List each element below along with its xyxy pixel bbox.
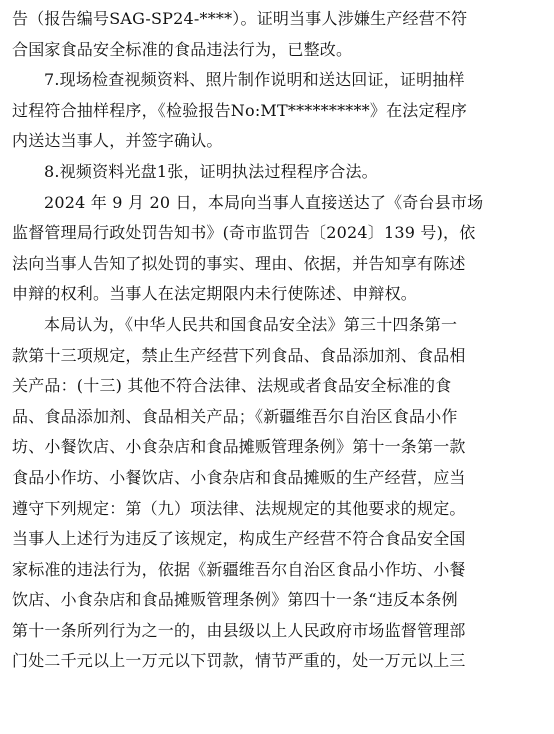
text-line: 2024 年 9 月 20 日，本局向当事人直接送达了《奇台县市场 <box>44 192 484 212</box>
paragraph-legal-basis <box>12 310 544 677</box>
text-line: 家标准的违法行为，依据《新疆维吾尔自治区食品小作坊、小餐 <box>12 559 466 579</box>
text-line: 遵守下列规定：第（九）项法律、法规规定的其他要求的规定。 <box>12 498 466 518</box>
text-line: 7.现场检查视频资料、照片制作说明和送达回证，证明抽样 <box>44 70 465 90</box>
text-line: 饮店、小食杂店和食品摊贩管理条例》第四十一条“违反本条例 <box>12 590 458 610</box>
text-line: 法向当事人告知了拟处罚的事实、理由、依据，并告知享有陈述 <box>12 253 466 273</box>
paragraph-evidence-8 <box>12 157 544 188</box>
paragraph-evidence-7 <box>12 65 544 157</box>
text-line: 品、食品添加剂、食品相关产品；《新疆维吾尔自治区食品小作 <box>12 406 458 426</box>
text-line: 告（报告编号SAG-SP24-****）。证明当事人涉嫌生产经营不符 <box>12 9 468 28</box>
text-line: 第十一条所列行为之一的，由县级以上人民政府市场监督管理部 <box>12 620 466 640</box>
text-line: 门处二千元以上一万元以下罚款，情节严重的，处一万元以上三 <box>12 651 466 671</box>
text-line: 坊、小餐饮店、小食杂店和食品摊贩管理条例》第十一条第一款 <box>12 437 466 457</box>
text-line: 当事人上述行为违反了该规定，构成生产经营不符合食品安全国 <box>12 529 466 549</box>
text-line: 本局认为，《中华人民共和国食品安全法》第三十四条第一 <box>44 314 458 334</box>
text-line: 款第十三项规定，禁止生产经营下列食品、食品添加剂、食品相 <box>12 345 466 365</box>
text-line: 监督管理局行政处罚告知书》(奇市监罚告〔2024〕139 号)，依 <box>12 223 476 243</box>
text-line: 合国家食品安全标准的食品违法行为，已整改。 <box>12 39 353 59</box>
text-line: 内送达当事人，并签字确认。 <box>12 131 223 151</box>
text-line: 食品小作坊、小餐饮店、小食杂店和食品摊贩的生产经营，应当 <box>12 467 466 487</box>
paragraph-notice-delivery <box>12 188 544 310</box>
text-line: 申辩的权利。当事人在法定期限内未行使陈述、申辩权。 <box>12 284 418 304</box>
text-line: 8.视频资料光盘1张，证明执法过程程序合法。 <box>44 161 378 181</box>
paragraph-report-number <box>12 4 544 65</box>
text-line: 关产品：(十三) 其他不符合法律、法规或者食品安全标准的食 <box>12 376 452 396</box>
text-line: 过程符合抽样程序，《检验报告No:MT**********》在法定程序 <box>12 100 468 120</box>
